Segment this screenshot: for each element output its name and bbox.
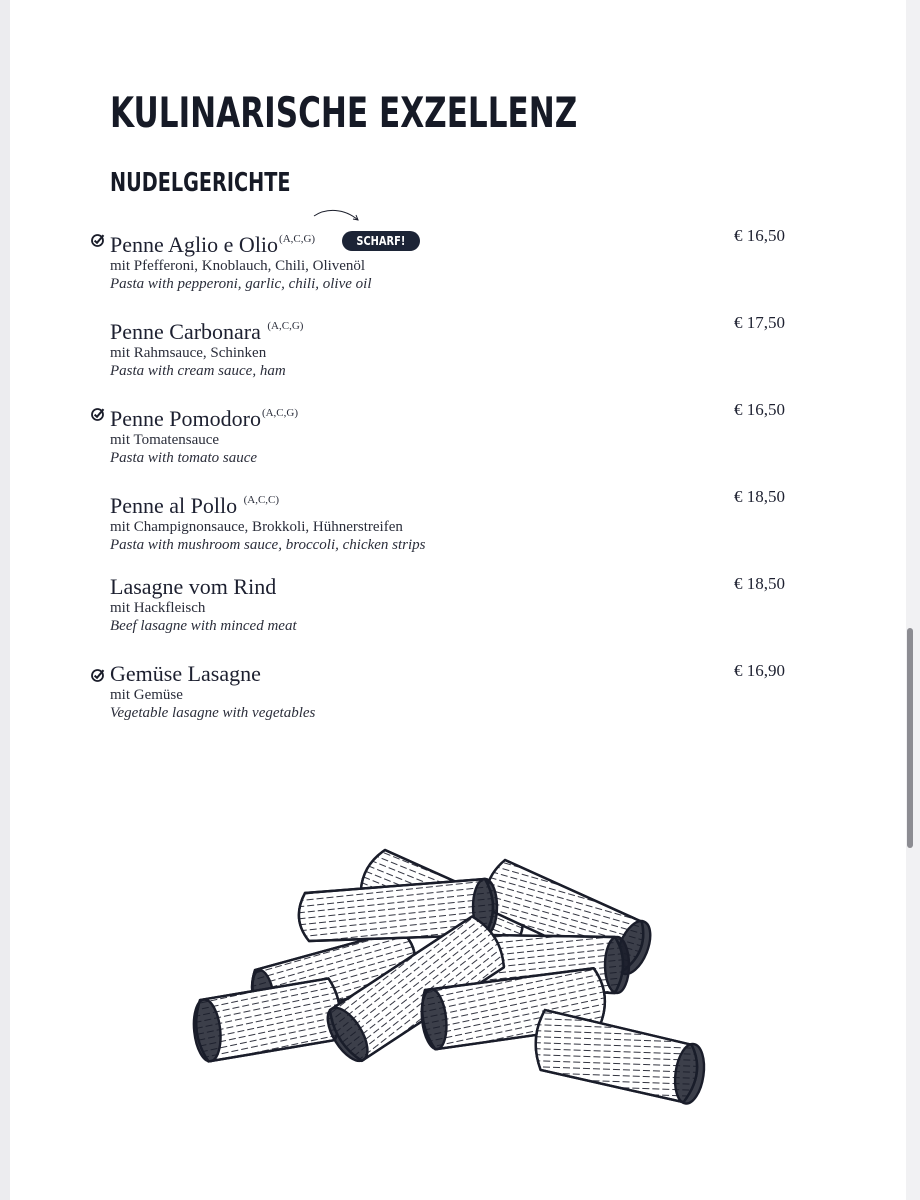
scrollbar-thumb[interactable] bbox=[907, 628, 913, 848]
item-name: Penne al Pollo bbox=[110, 493, 238, 518]
menu-item bbox=[110, 226, 790, 293]
item-name: Lasagne vom Rind bbox=[110, 574, 277, 599]
item-description-en: Pasta with mushroom sauce, broccoli, chicken strips bbox=[110, 537, 426, 553]
menu-item bbox=[110, 487, 790, 554]
item-price: € 16,50 bbox=[734, 226, 785, 245]
section-heading: NUDELGERICHTE bbox=[110, 168, 291, 198]
spicy-badge: SCHARF! bbox=[342, 231, 420, 251]
item-description-en: Vegetable lasagne with vegetables bbox=[110, 705, 316, 721]
item-description-de: mit Champignonsauce, Brokkoli, Hühnerstreifen bbox=[110, 519, 403, 535]
item-allergens: (A,C,G) bbox=[267, 320, 304, 332]
item-name: Penne Pomodoro bbox=[110, 406, 261, 431]
arrow-icon bbox=[308, 206, 368, 232]
item-price: € 16,90 bbox=[734, 661, 785, 680]
menu-item bbox=[110, 661, 790, 722]
item-price: € 18,50 bbox=[734, 487, 785, 506]
item-description-en: Beef lasagne with minced meat bbox=[110, 618, 297, 634]
menu-item bbox=[110, 313, 790, 380]
item-description-de: mit Hackfleisch bbox=[110, 600, 206, 616]
item-name: Gemüse Lasagne bbox=[110, 661, 261, 686]
leaf-check-icon bbox=[90, 232, 106, 248]
scrollbar-track[interactable] bbox=[906, 0, 920, 1200]
item-description-en: Pasta with tomato sauce bbox=[110, 450, 258, 466]
menu-item bbox=[110, 574, 790, 635]
item-price: € 17,50 bbox=[734, 313, 785, 332]
item-name: Penne Aglio e Olio bbox=[110, 232, 279, 257]
item-description-de: mit Gemüse bbox=[110, 687, 183, 703]
page-title: KULINARISCHE EXZELLENZ bbox=[110, 88, 578, 137]
item-allergens: (A,C,G) bbox=[279, 233, 316, 245]
item-allergens: (A,C,G) bbox=[261, 407, 299, 419]
item-description-de: mit Pfefferoni, Knoblauch, Chili, Olivenöl bbox=[110, 258, 366, 274]
item-allergens: (A,C,C) bbox=[243, 494, 280, 506]
leaf-check-icon bbox=[90, 667, 106, 683]
menu-item bbox=[110, 400, 790, 467]
item-description-de: mit Tomatensauce bbox=[110, 432, 220, 448]
item-description-en: Pasta with pepperoni, garlic, chili, olive oil bbox=[110, 276, 372, 292]
item-price: € 16,50 bbox=[734, 400, 785, 419]
item-name: Penne Carbonara bbox=[110, 319, 261, 344]
item-description-en: Pasta with cream sauce, ham bbox=[110, 363, 286, 379]
item-price: € 18,50 bbox=[734, 574, 785, 593]
leaf-check-icon bbox=[90, 406, 106, 422]
item-description-de: mit Rahmsauce, Schinken bbox=[110, 345, 267, 361]
penne-pasta-illustration bbox=[180, 820, 740, 1110]
